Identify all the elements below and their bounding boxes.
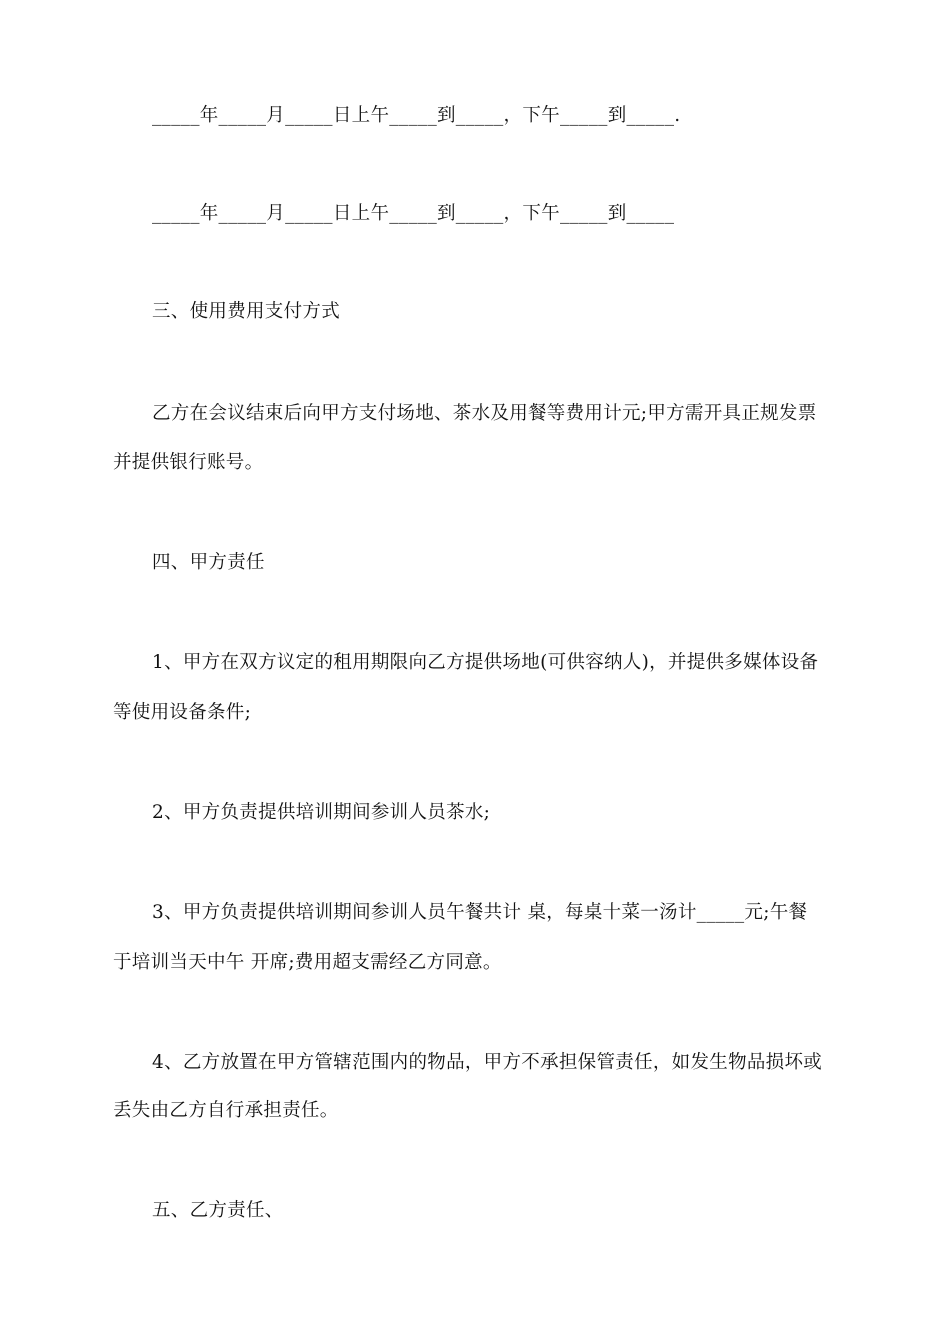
schedule-line-1: _____年_____月_____日上午_____到_____，下午_____到_____. <box>152 105 681 126</box>
item-1-line-1: 1、甲方在双方议定的租用期限向乙方提供场地(可供容纳人)，并提供多媒体设备 <box>152 652 819 673</box>
section-4-heading: 四、甲方责任 <box>152 552 265 573</box>
item-4-line-2: 丢失由乙方自行承担责任。 <box>113 1100 339 1121</box>
section-5-heading: 五、乙方责任、 <box>152 1200 284 1221</box>
item-1-line-2: 等使用设备条件; <box>113 702 252 723</box>
item-2-line-1: 2、甲方负责提供培训期间参训人员茶水; <box>152 802 491 823</box>
item-3-line-2: 于培训当天中午 开席;费用超支需经乙方同意。 <box>113 952 502 973</box>
section-3-heading: 三、使用费用支付方式 <box>152 301 341 322</box>
item-3-line-1: 3、甲方负责提供培训期间参训人员午餐共计 桌，每桌十菜一汤计_____元;午餐 <box>152 902 808 923</box>
section-3-body-line-1: 乙方在会议结束后向甲方支付场地、茶水及用餐等费用计元;甲方需开具正规发票 <box>152 403 817 424</box>
item-4-line-1: 4、乙方放置在甲方管辖范围内的物品，甲方不承担保管责任，如发生物品损坏或 <box>152 1052 823 1073</box>
section-3-body-line-2: 并提供银行账号。 <box>113 452 264 473</box>
schedule-line-2: _____年_____月_____日上午_____到_____，下午_____到_____ <box>152 203 675 224</box>
